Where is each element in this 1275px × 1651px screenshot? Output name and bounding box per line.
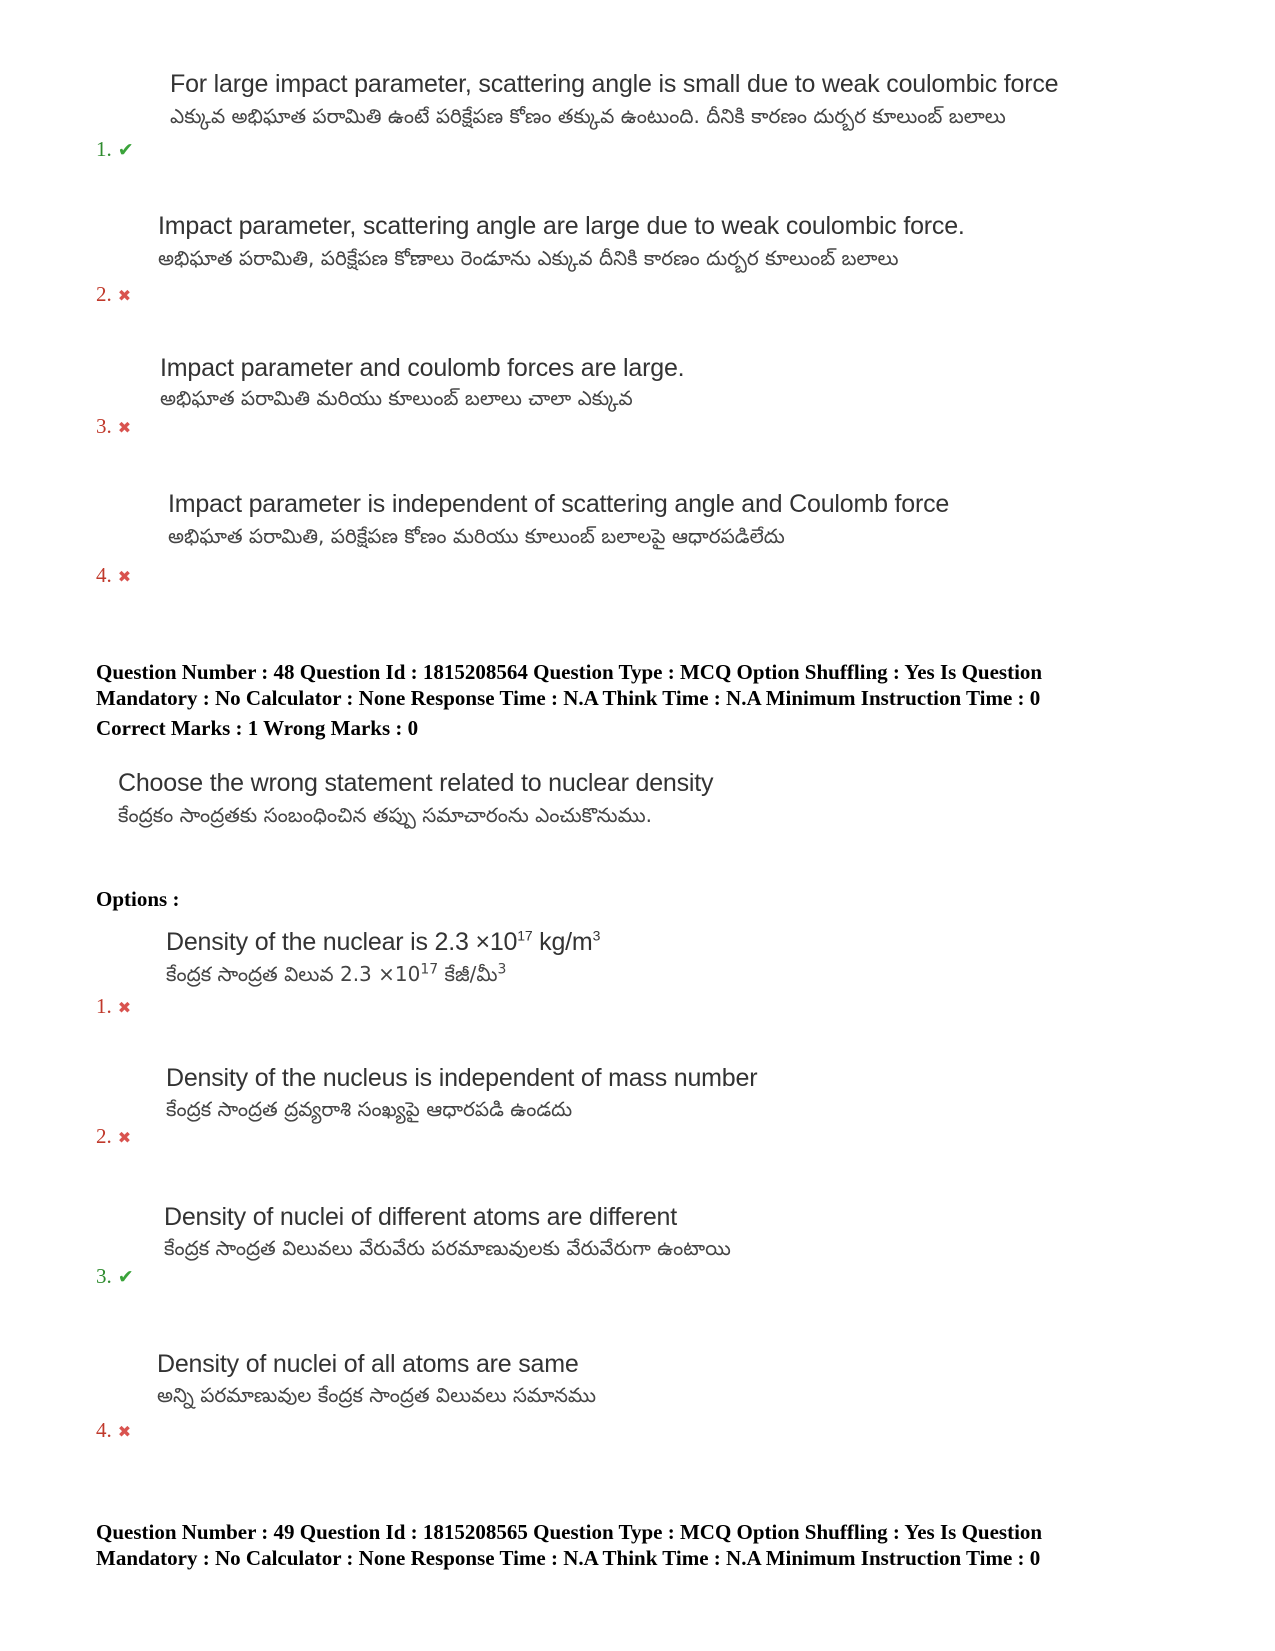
option-number: 2. ✖: [96, 1124, 132, 1148]
option-text-te: కేంద్రక సాంద్రత విలువలు వేరువేరు పరమాణువులకు వేరువేరుగా ఉంటాయి: [164, 1236, 731, 1260]
option-text-te: అభిఘాత పరామితి మరియు కూలుంబ్ బలాలు చాలా ఎక్కువ: [160, 386, 633, 410]
cross-icon: ✖: [117, 418, 132, 437]
options-label: Options :: [96, 887, 180, 911]
option-text-en: Density of the nucleus is independent of mass number: [166, 1064, 758, 1092]
option-text-en: Density of the nuclear is $2.3 \times 10^{17}$ $kg/m^3$: [166, 927, 601, 956]
option-text-en: Impact parameter, scattering angle are large due to weak coulombic force.: [158, 212, 965, 240]
cross-icon: ✖: [117, 1128, 132, 1147]
check-icon: ✔: [117, 1266, 134, 1288]
meta-line: Question Number : 49 Question Id : 1815208565 Question Type : MCQ Option Shuffling : Yes Is Question: [96, 1520, 1043, 1544]
option-text-te: అన్ని పరమాణువుల కేంద్రక సాంద్రత విలువలు సమానము: [157, 1383, 597, 1407]
option-text-te: కేంద్రక సాంద్రత విలువ $2.3 \times 10^{17}$ కేజీ/మీ$^3$: [166, 961, 507, 986]
option-text-te: కేంద్రక సాంద్రత ద్రవ్యరాశి సంఖ్యపై ఆధారపడి ఉండదు: [166, 1097, 573, 1121]
option-number: 4. ✖: [96, 563, 132, 587]
option-number: 1. ✔: [96, 137, 134, 161]
option-number: 3. ✔: [96, 1264, 134, 1288]
question-text-en: Choose the wrong statement related to nuclear density: [118, 769, 714, 797]
cross-icon: ✖: [117, 567, 132, 586]
option-text-en: For large impact parameter, scattering angle is small due to weak coulombic force: [170, 70, 1059, 98]
option-text-en: Impact parameter and coulomb forces are large.: [160, 354, 685, 382]
option-number: 1. ✖: [96, 994, 132, 1018]
cross-icon: ✖: [117, 1422, 132, 1441]
option-number: 4. ✖: [96, 1418, 132, 1442]
check-icon: ✔: [117, 139, 134, 161]
option-text-te: అభిఘాత పరామితి, పరిక్షేపణ కోణాలు రెండూను ఎక్కువ దీనికి కారణం దుర్బర కూలుంబ్ బలాలు: [158, 246, 899, 270]
option-text-te: ఎక్కువ అభిఘాత పరామితి ఉంటే పరిక్షేపణ కోణం తక్కువ ఉంటుంది. దీనికి కారణం దుర్బర కూలుంబ్ బలాలు: [170, 104, 1006, 128]
option-text-en: Density of nuclei of all atoms are same: [157, 1350, 579, 1378]
question-text-te: కేంద్రకం సాంద్రతకు సంబంధించిన తప్పు సమాచారంను ఎంచుకొనుము.: [118, 803, 653, 827]
meta-line: Mandatory : No Calculator : None Response Time : N.A Think Time : N.A Minimum Instruction Time : 0: [96, 686, 1041, 710]
option-number: 2. ✖: [96, 282, 132, 306]
cross-icon: ✖: [117, 998, 132, 1017]
meta-line: Mandatory : No Calculator : None Response Time : N.A Think Time : N.A Minimum Instruction Time : 0: [96, 1546, 1041, 1570]
option-text-en: Density of nuclei of different atoms are different: [164, 1203, 677, 1231]
meta-line: Question Number : 48 Question Id : 1815208564 Question Type : MCQ Option Shuffling : Yes Is Question: [96, 660, 1043, 684]
question-49-meta: [96, 1519, 1196, 1571]
option-text-en: Impact parameter is independent of scattering angle and Coulomb force: [168, 490, 950, 518]
cross-icon: ✖: [117, 286, 132, 305]
meta-line: Correct Marks : 1 Wrong Marks : 0: [96, 716, 419, 740]
option-number: 3. ✖: [96, 414, 132, 438]
question-48-meta: [96, 659, 1196, 741]
option-text-te: అభిఘాత పరామితి, పరిక్షేపణ కోణం మరియు కూలుంబ్ బలాలపై ఆధారపడిలేదు: [168, 524, 785, 548]
